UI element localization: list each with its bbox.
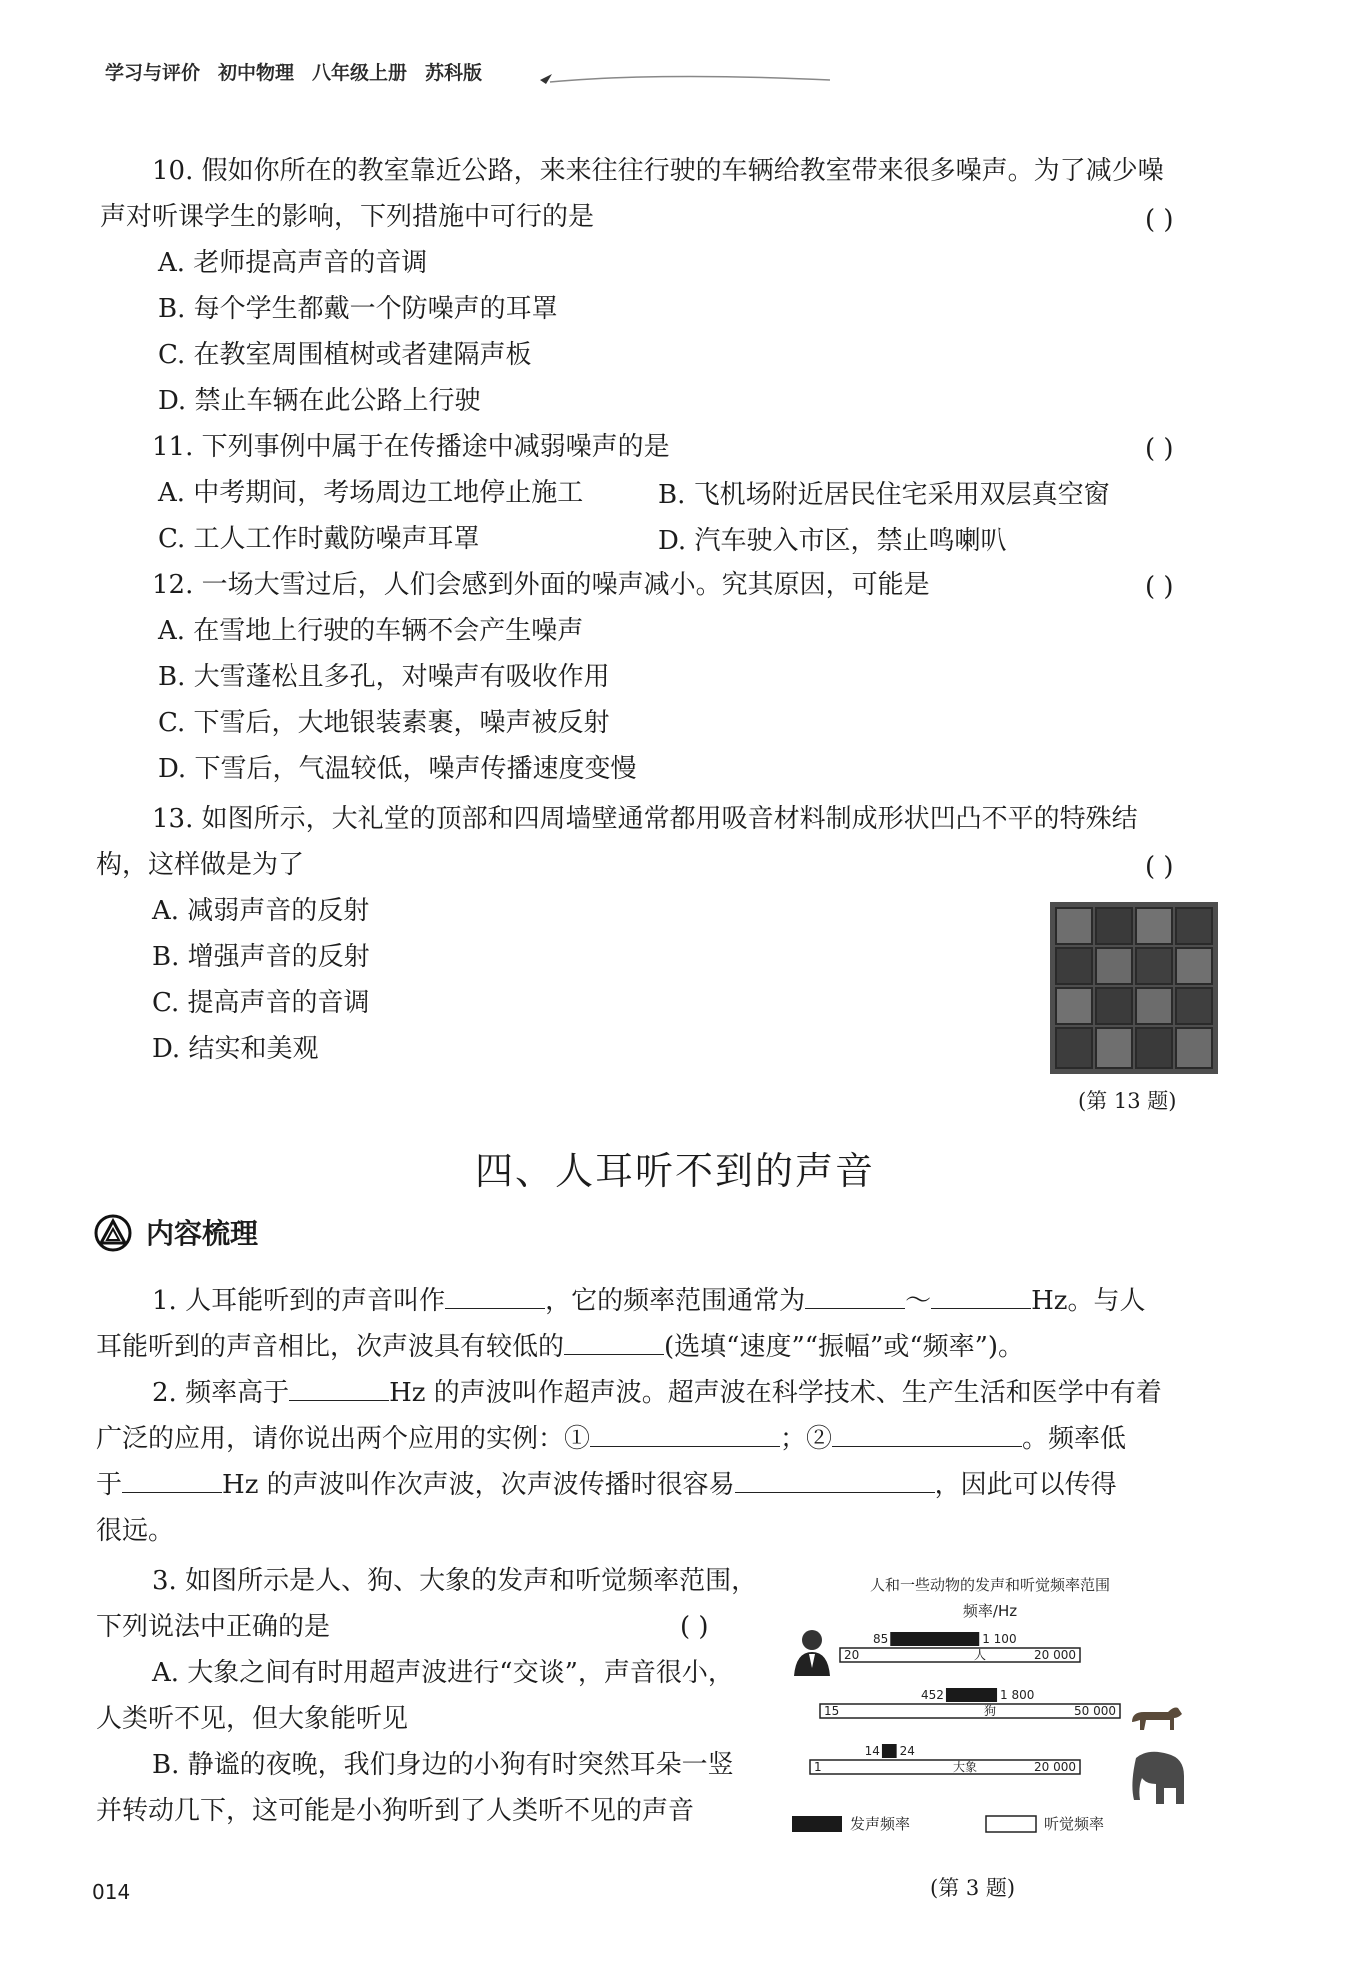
legend-voice-swatch (792, 1816, 842, 1832)
fill2-text-g: Hz 的声波叫作次声波，次声波传播时很容易 (222, 1470, 735, 1500)
voice-max-label-2: 24 (899, 1744, 915, 1758)
series-name-label-1: 狗 (983, 1704, 997, 1718)
q3-option-a-line2: 人类听不见，但大象能听见 (96, 1704, 409, 1734)
q12-answer-paren: ( ) (1145, 572, 1174, 602)
legend-hearing-swatch (986, 1816, 1036, 1832)
fill2-text-f: 于 (96, 1470, 123, 1500)
q13-line2: 构，这样做是为了 (96, 850, 305, 880)
fill2-blank-3[interactable] (832, 1422, 1022, 1447)
legend-voice-label: 发声频率 (850, 1815, 911, 1833)
q11-option-d: D. 汽车驶入市区，禁止鸣喇叭 (658, 526, 1007, 556)
section-subtitle: 内容梳理 (146, 1217, 259, 1250)
fill2-text-h: ，因此可以传得 (934, 1470, 1117, 1500)
q11-answer-paren: ( ) (1145, 434, 1174, 464)
q3-answer-paren: ( ) (680, 1612, 709, 1642)
fill1-blank-4[interactable] (564, 1330, 664, 1355)
fill2-blank-4[interactable] (122, 1468, 222, 1493)
q11-option-b: B. 飞机场附近居民住宅采用双层真空窗 (658, 480, 1110, 510)
fill1-blank-2[interactable] (805, 1284, 905, 1309)
voice-min-label-0: 85 (872, 1632, 889, 1646)
fill1-text-e: 耳能听到的声音相比，次声波具有较低的 (96, 1332, 565, 1362)
hearing-max-label-2: 20 000 (1034, 1760, 1076, 1774)
q10-option-b: B. 每个学生都戴一个防噪声的耳罩 (158, 294, 558, 324)
fill1-text-b: ，它的频率范围通常为 (545, 1286, 806, 1316)
fill2-blank-5[interactable] (735, 1468, 935, 1493)
fill1-text-a: 1. 人耳能听到的声音叫作 (152, 1286, 446, 1316)
pen-stroke-icon (540, 72, 840, 92)
q11-stem: 11. 下列事例中属于在传播途中减弱噪声的是 (152, 432, 670, 462)
q12-option-a: A. 在雪地上行驶的车辆不会产生噪声 (158, 616, 584, 646)
header-series: 学习与评价 (105, 62, 201, 84)
legend-hearing-label: 听觉频率 (1044, 1815, 1105, 1833)
fill2-line3 (96, 1462, 1117, 1508)
voice-bar-0 (890, 1632, 979, 1646)
page-number: 014 (92, 1880, 131, 1904)
header-subject: 初中物理 (218, 62, 295, 84)
dog-icon (1132, 1708, 1182, 1731)
hearing-max-label-1: 50 000 (1074, 1704, 1116, 1718)
q13-figure-caption: (第 13 题) (1078, 1089, 1177, 1113)
q12-option-c: C. 下雪后，大地银装素裹，噪声被反射 (158, 708, 610, 738)
elephant-icon (1132, 1752, 1184, 1804)
person-icon (794, 1630, 830, 1676)
fill2-text-e: 。频率低 (1022, 1424, 1127, 1454)
q10-answer-paren: ( ) (1145, 205, 1174, 235)
q3-option-b-line1: B. 静谧的夜晚，我们身边的小狗有时突然耳朵一竖 (152, 1750, 734, 1780)
q3-figure-caption: (第 3 题) (930, 1876, 1016, 1900)
fill1-text-d: Hz。与人 (1031, 1286, 1146, 1316)
header-edition: 苏科版 (425, 62, 483, 84)
q13-option-c: C. 提高声音的音调 (152, 988, 370, 1018)
q3-option-b-line2: 并转动几下，这可能是小狗听到了人类听不见的声音 (96, 1796, 695, 1826)
fill2-text-a: 2. 频率高于 (152, 1378, 290, 1408)
q13-answer-paren: ( ) (1145, 852, 1174, 882)
chart-title: 人和一些动物的发声和听觉频率范围 (869, 1576, 1111, 1594)
hearing-min-label-2: 1 (814, 1760, 822, 1774)
fill1-blank-1[interactable] (445, 1284, 545, 1309)
voice-min-label-2: 14 (864, 1744, 880, 1758)
q13-option-a: A. 减弱声音的反射 (152, 896, 370, 926)
header-grade: 八年级上册 (312, 62, 408, 84)
triangle-circle-icon (94, 1214, 132, 1252)
hearing-min-label-0: 20 (844, 1648, 860, 1662)
q3-line2: 下列说法中正确的是 (96, 1612, 331, 1642)
voice-max-label-0: 1 100 (982, 1632, 1017, 1646)
series-name-label-0: 人 (973, 1648, 987, 1662)
fill2-line4: 很远。 (96, 1516, 175, 1546)
q10-option-a: A. 老师提高声音的音调 (158, 248, 428, 278)
fill2-text-b: Hz 的声波叫作超声波。超声波在科学技术、生产生活和医学中有着 (389, 1378, 1162, 1408)
chart-unit-label: 频率/Hz (962, 1602, 1018, 1620)
fill2-line1 (152, 1370, 1162, 1416)
q3-line1: 3. 如图所示是人、狗、大象的发声和听觉频率范围， (152, 1566, 758, 1596)
running-header (105, 58, 500, 85)
fill2-text-d: ；② (780, 1424, 833, 1454)
fill1-text-f: (选填“速度”“振幅”或“频率”)。 (664, 1332, 1025, 1362)
q13-line1: 13. 如图所示，大礼堂的顶部和四周墙壁通常都用吸音材料制成形状凹凸不平的特殊结 (152, 804, 1138, 834)
voice-max-label-1: 1 800 (1000, 1688, 1035, 1702)
q3-option-a-line1: A. 大象之间有时用超声波进行“交谈”，声音很小， (152, 1658, 734, 1688)
q12-option-d: D. 下雪后，气温较低，噪声传播速度变慢 (158, 754, 637, 784)
fill2-text-c: 广泛的应用，请你说出两个应用的实例：① (96, 1424, 591, 1454)
hearing-min-label-1: 15 (824, 1704, 840, 1718)
fill1-line2 (96, 1324, 1024, 1370)
q12-stem: 12. 一场大雪过后，人们会感到外面的噪声减小。究其原因，可能是 (152, 570, 930, 600)
fill2-blank-1[interactable] (289, 1376, 389, 1401)
hearing-max-label-0: 20 000 (1034, 1648, 1076, 1662)
fill1-line1 (152, 1278, 1145, 1324)
fill2-blank-2[interactable] (590, 1422, 780, 1447)
voice-bar-2 (882, 1744, 897, 1758)
fill1-text-c: ～ (905, 1286, 932, 1316)
q10-line1: 10. 假如你所在的教室靠近公路，来来往往行驶的车辆给教室带来很多噪声。为了减少噪 (152, 156, 1164, 186)
voice-bar-1 (946, 1688, 997, 1702)
frequency-range-chart (780, 1570, 1200, 1860)
series-name-label-2: 大象 (952, 1760, 978, 1774)
section-title: 四、人耳听不到的声音 (474, 1149, 875, 1193)
q10-option-d: D. 禁止车辆在此公路上行驶 (158, 386, 481, 416)
q11-option-c: C. 工人工作时戴防噪声耳罩 (158, 524, 480, 554)
voice-min-label-1: 452 (921, 1688, 944, 1702)
q13-option-d: D. 结实和美观 (152, 1034, 319, 1064)
acoustic-panel-image (1050, 902, 1218, 1074)
fill1-blank-3[interactable] (931, 1284, 1031, 1309)
q10-option-c: C. 在教室周围植树或者建隔声板 (158, 340, 532, 370)
fill2-line2 (96, 1416, 1126, 1462)
q10-line2: 声对听课学生的影响，下列措施中可行的是 (100, 202, 595, 232)
q13-option-b: B. 增强声音的反射 (152, 942, 370, 972)
q12-option-b: B. 大雪蓬松且多孔，对噪声有吸收作用 (158, 662, 610, 692)
q11-option-a: A. 中考期间，考场周边工地停止施工 (158, 478, 584, 508)
